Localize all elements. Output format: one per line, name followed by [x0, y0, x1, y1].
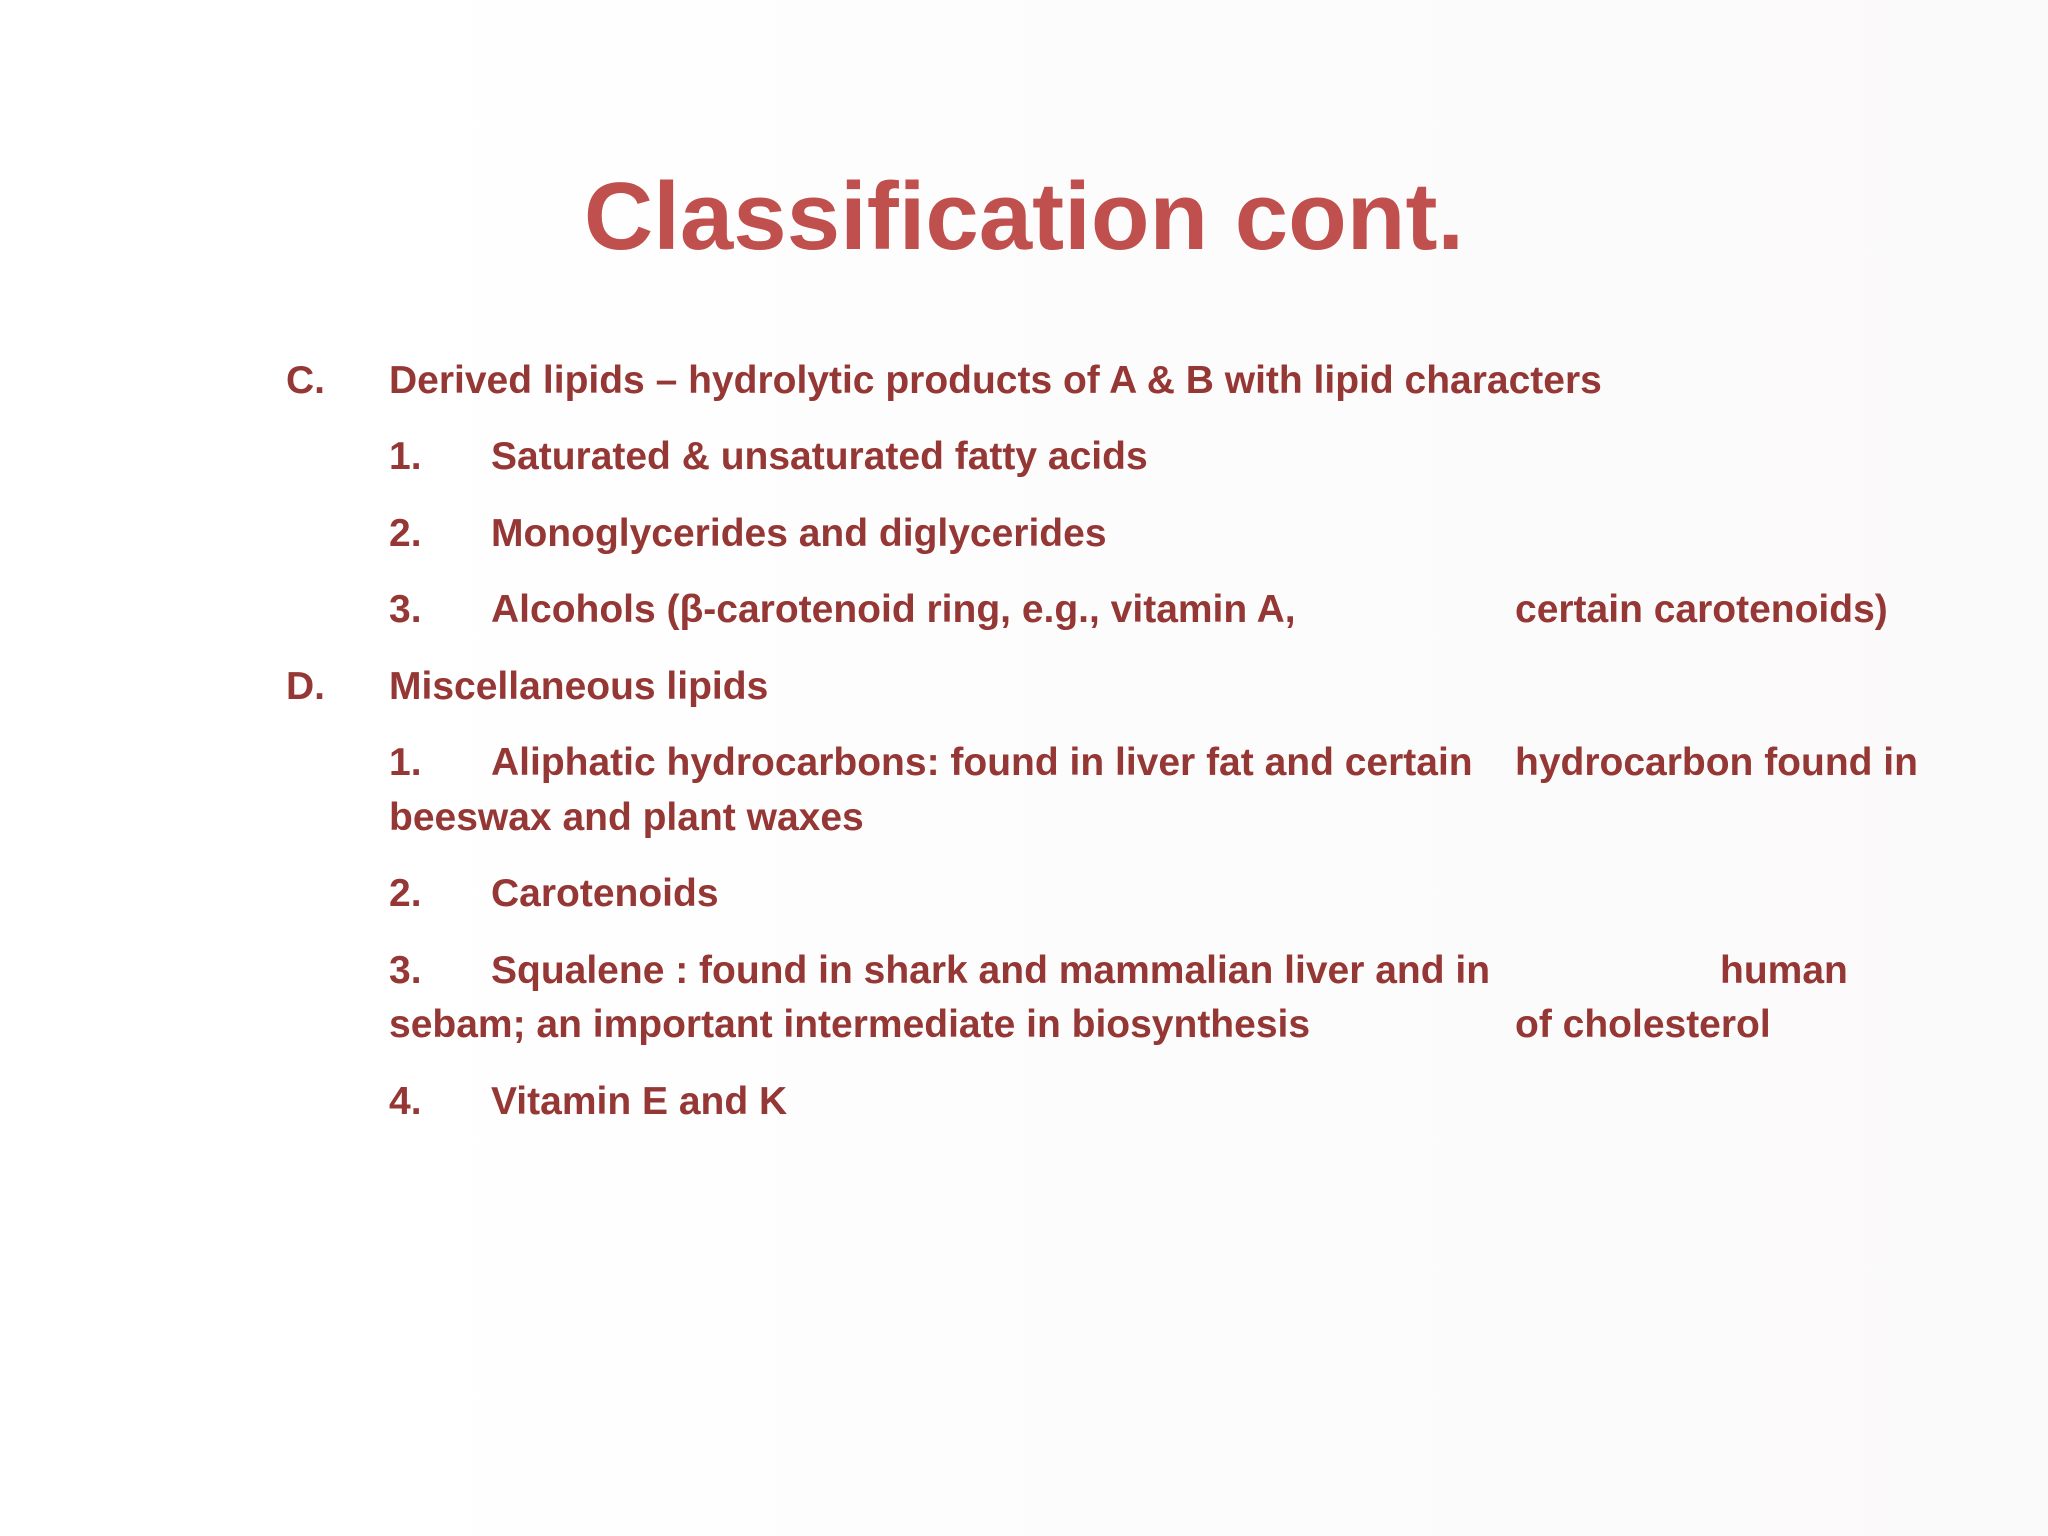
item-number: 2. [389, 512, 422, 555]
item-number: 1. [389, 741, 422, 784]
list-item-tab-text: human [1720, 949, 1848, 992]
section-heading-d: Miscellaneous lipids [389, 665, 769, 708]
section-marker-d: D. [286, 665, 325, 708]
list-item-continuation-tab-text: of cholesterol [1515, 1003, 1771, 1046]
list-item: Alcohols (β-carotenoid ring, e.g., vitamin A, [491, 588, 1296, 631]
list-item: Squalene : found in shark and mammalian liver and in [491, 949, 1491, 992]
item-number: 2. [389, 872, 422, 915]
item-number: 3. [389, 588, 422, 631]
item-number: 1. [389, 435, 422, 478]
list-item-continuation: sebam; an important intermediate in biosynthesis [389, 1003, 1311, 1046]
list-item-tab-text: certain carotenoids) [1515, 588, 1888, 631]
list-item: Monoglycerides and diglycerides [491, 512, 1107, 555]
item-number: 4. [389, 1080, 422, 1123]
slide-title: Classification cont. [583, 163, 1465, 270]
section-marker-c: C. [286, 359, 325, 402]
list-item-continuation: beeswax and plant waxes [389, 796, 864, 839]
list-item: Carotenoids [491, 872, 719, 915]
list-item: Aliphatic hydrocarbons: found in liver fat and certain [491, 741, 1473, 784]
list-item: Vitamin E and K [491, 1080, 788, 1123]
section-heading-c: Derived lipids – hydrolytic products of A & B with lipid characters [389, 359, 1602, 402]
item-number: 3. [389, 949, 422, 992]
list-item-tab-text: hydrocarbon found in [1515, 741, 1918, 784]
list-item: Saturated & unsaturated fatty acids [491, 435, 1148, 478]
